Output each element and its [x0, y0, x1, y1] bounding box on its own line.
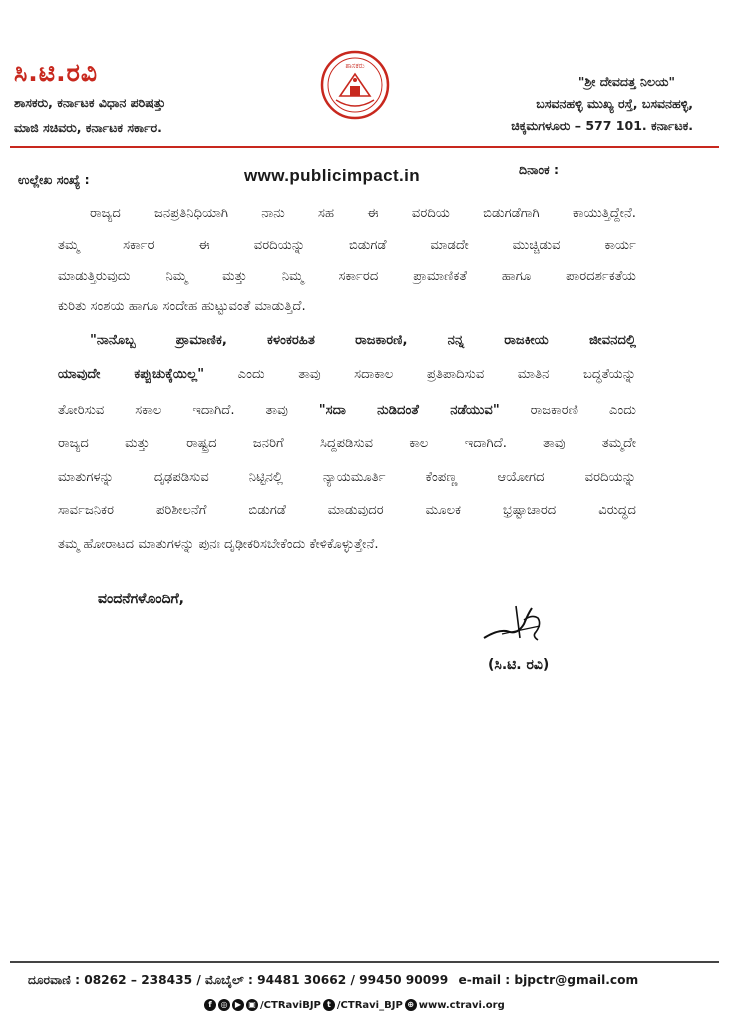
handwritten-signature [480, 598, 550, 646]
closing-greeting: ವಂದನೆಗಳೊಂದಿಗೆ, [98, 591, 184, 607]
paragraph-1-line-4: ಕುರಿತು ಸಂಶಯ ಹಾಗೂ ಸಂದೇಹ ಹುಟ್ಟುವಂತೆ ಮಾಡುತ್ತಿದೆ. [58, 299, 306, 314]
author-name: ಸಿ.ಟಿ.ರವಿ [14, 58, 98, 87]
email-address[interactable]: e-mail : bjpctr@gmail.com [458, 973, 639, 987]
paragraph-2-line-6: ಸಾರ್ವಜನಿಕರ ಪರಿಶೀಲನೆಗೆ ಬಿಡುಗಡೆ ಮಾಡುವುದರ ಮೂಲಕ ಭ್ರಷ್ಟಾಚಾರದ ವಿರುದ್ಧದ [58, 503, 636, 518]
youtube-icon[interactable]: ▶ [232, 999, 244, 1011]
instagram-icon[interactable]: ◎ [218, 999, 230, 1011]
paragraph-1-line-3: ಮಾಡುತ್ತಿರುವುದು ನಿಮ್ಮ ಮತ್ತು ನಿಮ್ಮ ಸರ್ಕಾರದ ಪ್ರಾಮಾಣಿಕತೆ ಹಾಗೂ ಪಾರದರ್ಶಕತೆಯ [58, 269, 636, 284]
quote-line-1: "ನಾನೊಬ್ಬ ಪ್ರಾಮಾಣಿಕ, ಕಳಂಕರಹಿತ ರಾಜಕಾರಣಿ, ನನ್ನ ರಾಜಕೀಯ ಜೀವನದಲ್ಲಿ [90, 333, 636, 348]
paragraph-2-line-7: ತಮ್ಮ ಹೋರಾಟದ ಮಾತುಗಳನ್ನು ಪುನಃ ದೃಢೀಕರಿಸಬೇಕೆಂದು ಕೇಳಿಕೊಳ್ಳುತ್ತೇನೆ. [58, 537, 379, 552]
paragraph-2-line-4: ರಾಜ್ಯದ ಮತ್ತು ರಾಷ್ಟ್ರದ ಜನರಿಗೆ ಸಿದ್ದಪಡಿಸುವ ಕಾಲ ಇದಾಗಿದೆ. ತಾವು ತಮ್ಮದೇ [58, 436, 636, 451]
facebook-icon[interactable]: f [204, 999, 216, 1011]
paragraph-2-line-3 [58, 403, 636, 418]
quote-2: "ಸದಾ ನುಡಿದಂತೆ ನಡೆಯುವ" [318, 403, 500, 418]
address-line-2: ಚಿಕ್ಕಮಗಳೂರು – 577 101. ಕರ್ನಾಟಕ. [511, 118, 693, 133]
signatory-name: (ಸಿ.ಟಿ. ರವಿ) [488, 657, 550, 673]
reference-number-label: ಉಲ್ಲೇಖ ಸಂಖ್ಯೆ : [18, 172, 90, 187]
footer-contact-row [28, 973, 644, 988]
paragraph-2-line-3-pre: ತೋರಿಸುವ ಸಕಾಲ ಇದಾಗಿದೆ. ತಾವು [58, 403, 319, 418]
globe-icon[interactable]: ⊕ [405, 999, 417, 1011]
twitter-icon[interactable]: t [323, 999, 335, 1011]
designation-line-2: ಮಾಜಿ ಸಚಿವರು, ಕರ್ನಾಟಕ ಸರ್ಕಾರ. [14, 120, 162, 135]
camera-icon[interactable]: ▣ [246, 999, 258, 1011]
date-label: ದಿನಾಂಕ : [519, 162, 559, 177]
paragraph-1-line-2: ತಮ್ಮ ಸರ್ಕಾರ ಈ ವರದಿಯನ್ನು ಬಿಡುಗಡೆ ಮಾಡದೇ ಮುಚ್ಚಿಡುವ ಕಾರ್ಯ [58, 238, 636, 253]
footer-divider [10, 961, 719, 963]
designation-line-1: ಶಾಸಕರು, ಕರ್ನಾಟಕ ವಿಧಾನ ಪರಿಷತ್ತು [14, 95, 166, 110]
website-watermark: www.publicimpact.in [244, 166, 421, 185]
social-handle-2[interactable]: /CTRavi_BJP [336, 999, 403, 1011]
paragraph-2-line-5: ಮಾತುಗಳನ್ನು ದೃಢಪಡಿಸುವ ನಿಟ್ಟಿನಲ್ಲಿ ನ್ಯಾಯಮೂರ್ತಿ ಕೆಂಪಣ್ಣ ಆಯೋಗದ ವರದಿಯನ್ನು [58, 470, 636, 485]
footer-social-row [204, 999, 505, 1011]
official-seal-logo [320, 50, 390, 120]
paragraph-2-line-2 [58, 367, 636, 382]
header-divider [10, 146, 719, 148]
paragraph-2-line-2-text: ಎಂದು ತಾವು ಸದಾಕಾಲ ಪ್ರತಿಪಾದಿಸುವ ಮಾತಿನ ಬದ್ಧತೆಯನ್ನು [204, 367, 636, 382]
phone-numbers: ದೂರವಾಣಿ : 08262 – 238435 / ಮೊಬೈಲ್ : 94481 30662 / 99450 90099 [28, 973, 449, 987]
quote-line-2: ಯಾವುದೇ ಕಪ್ಪುಚುಕ್ಕೆಯಿಲ್ಲ" [58, 367, 205, 382]
seal-text: ಶಾಸಕರು [345, 62, 365, 70]
paragraph-2-line-3-post: ರಾಜಕಾರಣಿ ಎಂದು [499, 403, 636, 418]
address-line-1: ಬಸವನಹಳ್ಳಿ ಮುಖ್ಯ ರಸ್ತೆ, ಬಸವನಹಳ್ಳಿ, [536, 96, 693, 111]
footer-website[interactable]: www.ctravi.org [418, 999, 505, 1011]
paragraph-1-line-1: ರಾಜ್ಯದ ಜನಪ್ರತಿನಿಧಿಯಾಗಿ ನಾನು ಸಹ ಈ ವರದಿಯ ಬಿಡುಗಡೆಗಾಗಿ ಕಾಯುತ್ತಿದ್ದೇನೆ. [90, 206, 636, 221]
residence-name: "ಶ್ರೀ ದೇವದತ್ತ ನಿಲಯ" [577, 74, 675, 89]
social-handle-1[interactable]: /CTRaviBJP [260, 999, 321, 1011]
